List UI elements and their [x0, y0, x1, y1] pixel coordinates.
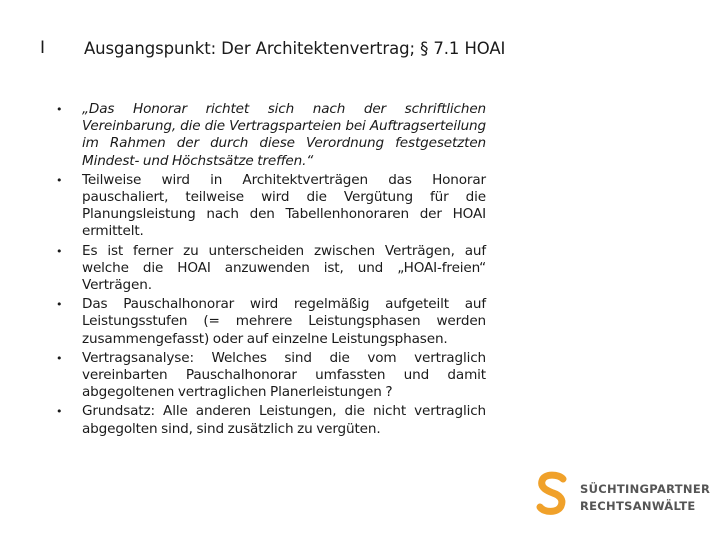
bullet-item-hoai-frei [52, 243, 486, 295]
bullet-list [52, 101, 486, 440]
bullet-item-grundsatz [52, 403, 486, 437]
logo-firm-subtitle: RECHTSANWÄLTE [580, 499, 696, 513]
slide-number: I [40, 38, 46, 58]
bullet-marker: • [56, 103, 63, 116]
bullet-text: Teilweise wird in Architektverträgen das Honorar pauschaliert, teilweise wird die Vergütung für die Planungsleistung nach den Tabellenhonoraren der HOAI ermittelt. [82, 171, 486, 240]
s-logo-icon [534, 470, 570, 518]
bullet-marker: • [56, 351, 63, 365]
logo-firm-name: SÜCHTINGPARTNER [580, 482, 711, 496]
bullet-item-quote [52, 101, 486, 170]
bullet-marker: • [56, 298, 63, 312]
bullet-marker: • [56, 173, 63, 187]
bullet-marker: • [56, 405, 63, 419]
bullet-text: Vertragsanalyse: Welches sind die vom vertraglich vereinbarten Pauschalhonorar umfassten und damit abgegoltenen vertraglichen Planerleistungen ? [82, 349, 486, 401]
slide-title: Ausgangspunkt: Der Architektenvertrag; § 7.1 HOAI [84, 39, 506, 58]
bullet-text: Es ist ferner zu unterscheiden zwischen Verträgen, auf welche die HOAI anzuwenden ist, und „HOAI-freien“ Verträgen. [82, 242, 486, 294]
company-logo [534, 470, 711, 520]
bullet-item-pauschaliert [52, 172, 486, 241]
bullet-item-vertragsanalyse [52, 350, 486, 402]
bullet-item-pauschalhonorar [52, 296, 486, 348]
bullet-marker: • [56, 244, 63, 258]
bullet-text: „Das Honorar richtet sich nach der schriftlichen Vereinbarung, die die Vertragsparteien bei Auftragserteilung im Rahmen der durch diese Verordnung festgesetzten Mindest- und Höchstsätze treffen.“ [82, 101, 486, 169]
bullet-text: Grundsatz: Alle anderen Leistungen, die nicht vertraglich abgegolten sind, sind zusätzlich zu vergüten. [82, 403, 486, 437]
bullet-text: Das Pauschalhonorar wird regelmäßig aufgeteilt auf Leistungsstufen (= mehrere Leistungsphasen werden zusammengefasst) oder auf einzelne Leistungsphasen. [82, 296, 486, 347]
